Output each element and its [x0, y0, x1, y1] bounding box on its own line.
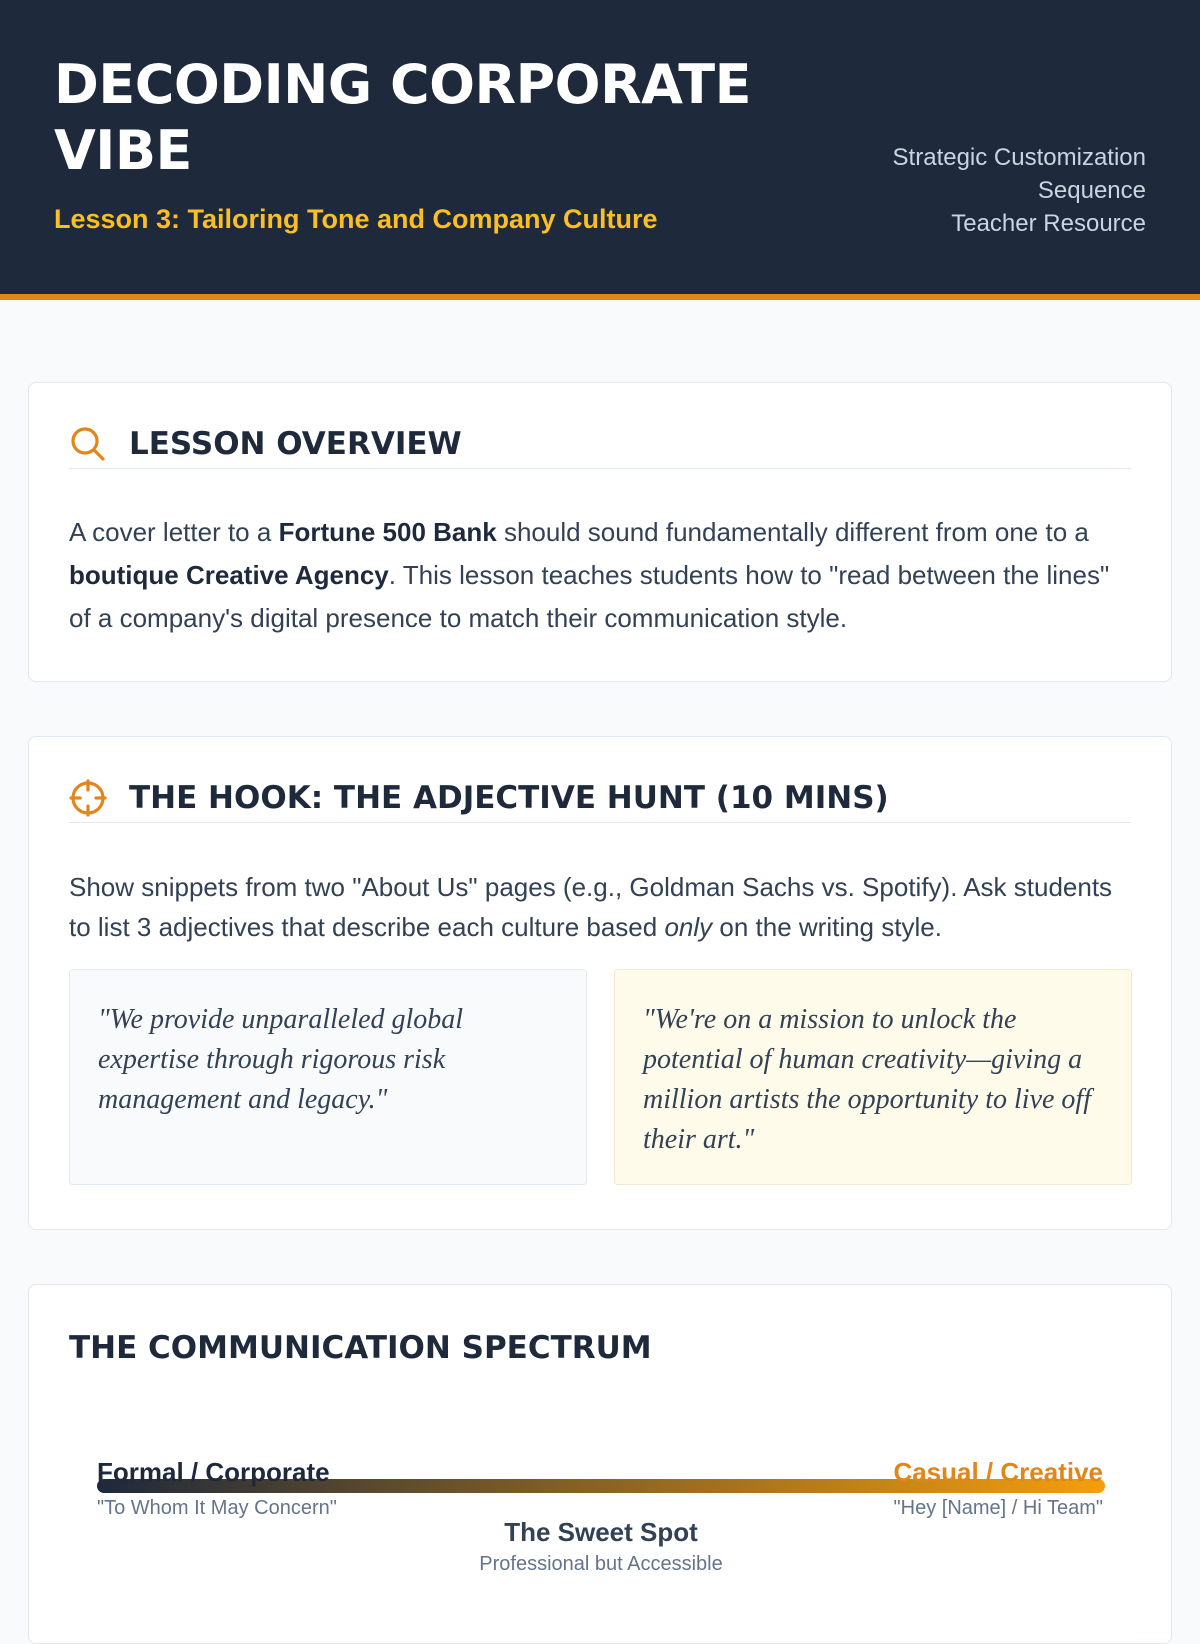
section-title: LESSON OVERVIEW: [129, 426, 462, 462]
text-run: on the writing style.: [712, 912, 942, 942]
text-run: A cover letter to a: [69, 517, 279, 547]
spectrum-center-label: The Sweet Spot: [504, 1517, 698, 1547]
text-run: . This lesson teaches students how to "read between the lines" of a company's digital presence to match their communication style.: [69, 560, 1110, 633]
meta-line: Sequence: [1037, 177, 1146, 204]
overview-text: [69, 511, 1131, 640]
bold-text: boutique Creative Agency: [69, 560, 389, 590]
page-title: DECODING CORPORATE VIBE: [54, 53, 751, 182]
quote-creative: "We're on a mission to unlock the potential of human creativity—giving a million artists the opportunity to live off their art.": [614, 969, 1132, 1185]
spectrum-center-note: Professional but Accessible: [479, 1553, 723, 1575]
search-icon: [69, 425, 107, 463]
text-run: Show snippets from two "About Us" pages (e.g., Goldman Sachs vs. Spotify). Ask students to list 3 adjectives that describe each culture based: [69, 872, 1113, 942]
card-header: [69, 419, 1131, 469]
hook-text: [69, 867, 1131, 947]
quote-corporate: "We provide unparalleled global expertise through rigorous risk management and legacy.": [69, 969, 587, 1185]
spectrum-right-label: Casual / Creative: [893, 1457, 1103, 1487]
card-header: [69, 773, 1131, 823]
spectrum-left-label: Formal / Corporate: [97, 1457, 330, 1487]
text-run: should sound fundamentally different from one to a: [496, 517, 1089, 547]
header-meta: [846, 141, 1146, 240]
spectrum-card: [28, 1284, 1172, 1644]
bold-text: Fortune 500 Bank: [278, 517, 497, 547]
lesson-overview-card: [28, 382, 1172, 682]
crosshair-icon: [69, 779, 107, 817]
section-title: THE HOOK: THE ADJECTIVE HUNT (10 MINS): [129, 780, 889, 816]
page-header: [0, 0, 1200, 300]
section-title: THE COMMUNICATION SPECTRUM: [69, 1330, 652, 1366]
hook-card: [28, 736, 1172, 1230]
spectrum-right-example: "Hey [Name] / Hi Team": [893, 1497, 1103, 1519]
meta-line: Teacher Resource: [951, 210, 1146, 237]
meta-line: Strategic Customization: [892, 144, 1146, 171]
emphasis-text: only: [664, 912, 713, 942]
spectrum-left-example: "To Whom It May Concern": [97, 1497, 337, 1519]
lesson-subtitle: Lesson 3: Tailoring Tone and Company Culture: [54, 204, 658, 234]
